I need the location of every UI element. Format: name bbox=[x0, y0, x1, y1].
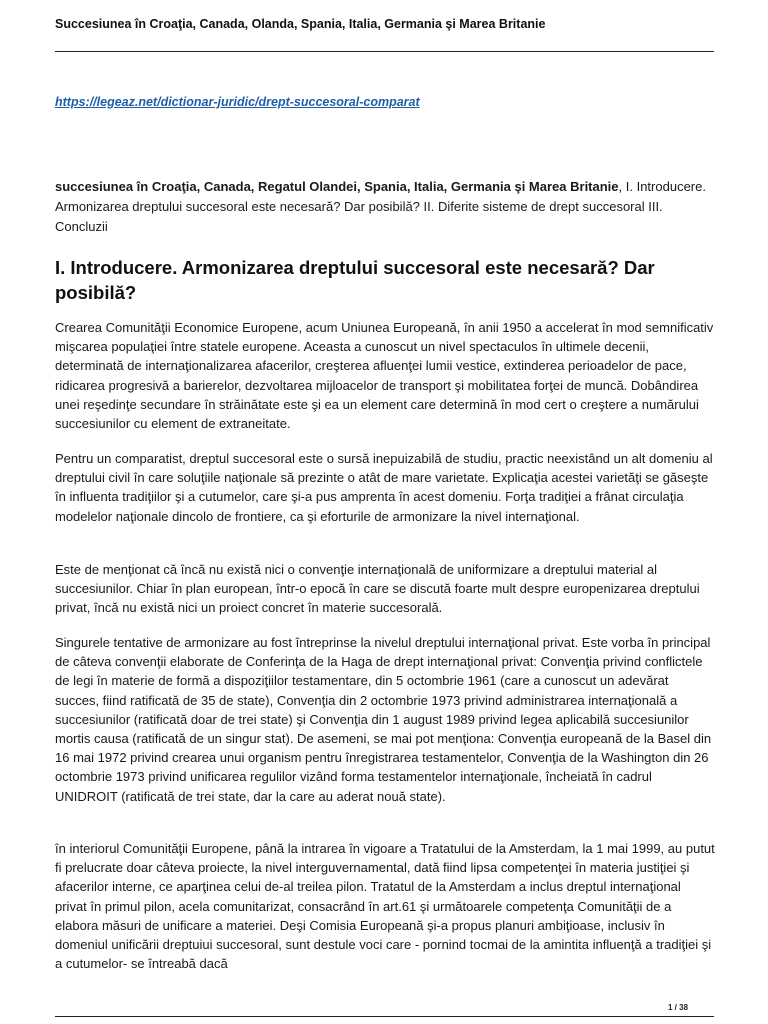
intro-bold-title: succesiunea în Croaţia, Canada, Regatul Olandei, Spania, Italia, Germania şi Marea Britanie bbox=[55, 179, 619, 194]
body-paragraph: Pentru un comparatist, dreptul succesoral este o sursă inepuizabilă de studiu, practic neexistând un alt domeniu al dreptului civil în care soluţiile naţionale să prezinte o atât de mare varietate. Explicaţia acestei varietăţi se găseşte în influenta tradiţiilor şi a cutumelor, care şi-a pus amprenta în acest domeniu. Forţa tradiţiei a frânat circulaţia modelelor naţionale dincolo de frontiere, ca şi eforturile de armonizare la nivel internaţional. bbox=[55, 451, 713, 524]
page-indicator: 1 / 38 bbox=[668, 1003, 689, 1012]
section-heading: I. Introducere. Armonizarea dreptului succesoral este necesară? Dar posibilă? bbox=[55, 257, 655, 303]
body-paragraph: în interiorul Comunităţii Europene, până la intrarea în vigoare a Tratatului de la Amsterdam, la 1 mai 1999, au putut fi prelucrate doar câteva proiecte, la nivel interguvernamental, dată fiind lipsa competenţei în materia justiţiei şi afacerilor interne, ce aparţinea celui de-al treilea pilon. Tratatul de la Amsterdam a inclus dreptul internaţional privat în primul pilon, acela comunitarizat, consacrând în art.61 şi următoarele competenţa Comunităţii de a elabora măsuri de unificare a materiei. Deşi Comisia Europeană şi-a propus planuri ambiţioase, inclusiv în domeniul unificării dreptuiui succesoral, sunt destule voci care - pornind tocmai de la amintita influenţă a tradiţiei şi a cutumelor- se întreabă dacă bbox=[55, 841, 715, 972]
body-paragraph: Singurele tentative de armonizare au fost întreprinse la nivelul dreptului internaţional privat. Este vorba în principal de câteva convenţii elaborate de Conferinţa de la Haga de drept internaţional privat: Convenţia privind conflictele de legi în materie de formă a dispoziţiilor testamentare, din 5 octombrie 1961 (care a cunoscut un adevărat succes, fiind ratificată de 35 de state), Convenţia din 2 octombrie 1973 privind administrarea internaţională a succesiunilor (ratificată doar de trei state) şi Convenţia din 1 august 1989 privind legea aplicabilă succesiunilor mortis causa (ratificată de un singur stat). De asemeni, se mai pot menţiona: Convenţia europeană de la Basel din 16 mai 1972 privind crearea unui organism pentru înregistrarea testamentelor, Convenţia de la Washington din 26 octombrie 1973 privind unificarea regulilor vizând forma testamentelor internaţionale, încheiată în cadrul UNIDROIT (ratificată de trei state, dar la care au aderat nouă state). bbox=[55, 635, 712, 804]
running-header: Succesiunea în Croaţia, Canada, Olanda, Spania, Italia, Germania şi Marea Britanie bbox=[55, 17, 546, 31]
source-link[interactable]: https://legeaz.net/dictionar-juridic/drept-succesoral-comparat bbox=[55, 95, 420, 109]
footer-divider bbox=[55, 1016, 714, 1017]
intro-rest: , I. Introducere. Armonizarea dreptului succesoral este necesară? Dar posibilă? II. Diferite sisteme de drept succesoral III. Concluzii bbox=[55, 179, 706, 234]
intro-summary bbox=[55, 177, 717, 237]
header-divider bbox=[55, 51, 714, 52]
body-paragraph: Este de menţionat că încă nu există nici o convenţie internaţională de uniformizare a dreptului material al succesiunilor. Chiar în plan european, într-o epocă în care se discută foarte mult despre europenizarea dreptului privat, încă nu există nici un proiect concret în materie succesorală. bbox=[55, 562, 700, 616]
body-paragraph: Crearea Comunităţii Economice Europene, acum Uniunea Europeană, în anii 1950 a accelerat în mod semnificativ mişcarea populaţiei între statele europene. Aceasta a cunoscut un nivel spectaculos în ultimele decenii, determinată de internaţionalizarea afacerilor, creşterea afluenţei lumii vestice, extinderea perioadelor de pace, ridicarea progresivă a barierelor, dezvoltarea mijloacelor de transport şi mobilitatea forţei de muncă. Dobândirea unei reşedinţe secundare în străinătate este şi ea un element care determină în mod cert o creştere a numărului succesiunilor cu element de extraneitate. bbox=[55, 320, 714, 432]
